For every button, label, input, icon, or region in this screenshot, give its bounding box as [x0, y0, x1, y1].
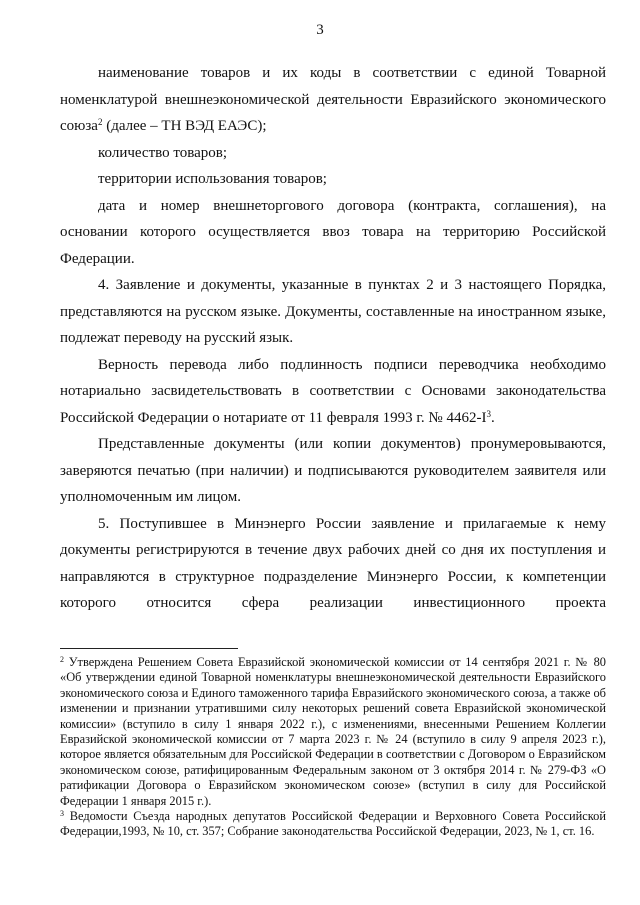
footnote-ref-3[interactable]: 3 — [486, 408, 491, 419]
paragraph-territory: территории использования товаров; — [98, 171, 327, 187]
footnote-3 — [60, 809, 606, 840]
footnote-mark: 2 — [60, 655, 64, 664]
page-number: 3 — [316, 22, 324, 38]
paragraph-text: наименование товаров и их коды в соответствии с единой Товарной номенклатурой внешнеэкономической деятельности Евразийского экономического союза — [60, 65, 606, 134]
paragraph-text: Верность перевода либо подлинность подписи переводчика необходимо нотариально засвидетельствовать в соответствии с Основами законодательства Российской Федерации о нотариате от 11 февраля 1993 г. № 4462-I — [60, 356, 606, 426]
footnote-mark: 3 — [60, 809, 64, 819]
paragraph-tail: . — [490, 409, 495, 426]
paragraph-item-5: 5. Поступившее в Минэнерго России заявление и прилагаемые к нему документы регистрируются в течение двух рабочих дней со дня их поступления и направляются в структурное подразделение Минэнерго России, к компетенции которого относится сфера реализации инвестиционного проекта — [60, 515, 606, 611]
footnote-2 — [60, 655, 606, 809]
paragraph-item-4: 4. Заявление и документы, указанные в пунктах 2 и 3 настоящего Порядка, представляются на русском языке. Документы, составленные на иностранном языке, подлежат переводу на русский язык. — [60, 277, 606, 346]
footnote-ref-2[interactable]: 2 — [97, 117, 103, 127]
paragraph-translation — [60, 352, 606, 432]
paragraph-numbering: Представленные документы (или копии документов) пронумеровываются, заверяются печатью (при наличии) и подписываются руководителем заявителя или уполномоченным им лицом. — [60, 436, 606, 505]
document-body — [60, 60, 606, 617]
paragraph-tail: (далее – ТН ВЭД ЕАЭС); — [102, 118, 267, 134]
paragraph-goods-name — [60, 60, 606, 140]
footnote-text: Утверждена Решением Совета Евразийской экономической комиссии от 14 сентября 2021 г. № 80 «Об утверждении единой Товарной номенклатуры внешнеэкономической деятельности Евразийского экономического союза и Единого таможенного тарифа Евразийского экономического союза, а также об изменении и признании утратившими силу некоторых решений совета Евразийской экономической комиссии» (вступило в силу 1 января 2022 г.), с изменениями, внесенными Решением Коллегии Евразийской экономической комиссии от 7 марта 2023 г. № 24 (вступило в силу 9 апреля 2023 г.), которое является обязательным для Российской Федерации в соответствии с Договором о Евразийском экономическом союзе, ратифицированным Федеральным законом от 3 октября 2014 г. № 279-ФЗ «О ратификации Договора о Евразийском экономическом союзе» (вступил в силу для Российской Федерации 1 января 2015 г.). — [60, 655, 606, 808]
footnotes — [60, 655, 606, 840]
footnote-text: Ведомости Съезда народных депутатов Российской Федерации и Верховного Совета Российской Федерации,1993, № 10, ст. 357; Собрание законодательства Российской Федерации, 2023, № 1, ст. 16. — [60, 809, 606, 839]
paragraph-contract: дата и номер внешнеторгового договора (контракта, соглашения), на основании которого осуществляется ввоз товара на территорию Российской Федерации. — [60, 197, 606, 267]
paragraph-quantity: количество товаров; — [98, 144, 228, 161]
footnote-separator — [60, 648, 238, 649]
